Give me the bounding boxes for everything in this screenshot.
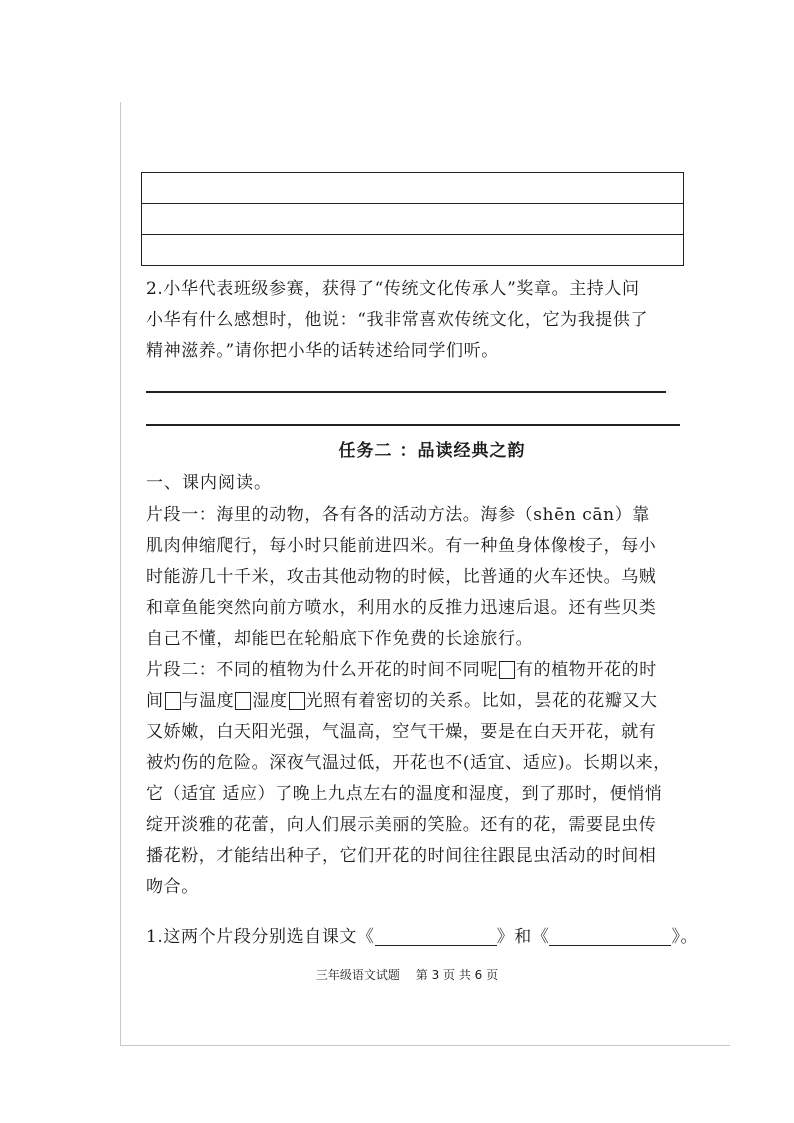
answer-blank[interactable]	[549, 925, 671, 946]
answer-line[interactable]	[146, 391, 666, 393]
footer-subject: 三年级语文试题	[315, 968, 400, 982]
question-1	[146, 922, 699, 953]
question-2-line: 2.小华代表班级参赛，获得了“传统文化传承人”奖章。主持人问	[146, 279, 640, 299]
passage-1-line: 自己不懂，却能巴在轮船底下作免费的长途旅行。	[146, 629, 534, 649]
question-1-line	[146, 922, 699, 953]
writing-line[interactable]	[142, 173, 683, 204]
punctuation-box[interactable]	[165, 692, 181, 710]
passage-2-text: 片段二：不同的植物为什么开花的时间不同呢	[146, 660, 498, 680]
answer-blank[interactable]	[375, 925, 497, 946]
footer-page-number: 第 3 页 共 6 页	[415, 968, 499, 982]
question-2	[146, 274, 686, 367]
passage-2	[146, 655, 686, 903]
passage-2-text: 有的植物开花的时	[516, 660, 657, 680]
passage-1-line: 肌肉伸缩爬行，每小时只能前进四米。有一种鱼身体像梭子，每小	[146, 536, 657, 556]
question-1-text: 》和《	[496, 927, 550, 947]
passage-2-text: 与温度	[181, 691, 235, 711]
question-2-line: 精神滋养。”请你把小华的话转述给同学们听。	[146, 341, 499, 361]
writing-lines-box[interactable]	[141, 172, 684, 266]
passage-2-line: 被灼伤的危险。深夜气温过低，开花也不(适宜、适应)。长期以来，	[146, 753, 671, 773]
passage-1-line: 片段一：海里的动物，各有各的活动方法。海参（shēn cān）靠	[146, 505, 650, 525]
writing-line[interactable]	[142, 235, 683, 266]
passage-1-line: 和章鱼能突然向前方喷水，利用水的反推力迅速后退。还有些贝类	[146, 598, 657, 618]
passage-2-line: 又娇嫩，白天阳光强，气温高，空气干燥，要是在白天开花，就有	[146, 722, 657, 742]
question-1-text: 1.这两个片段分别选自课文《	[146, 927, 375, 947]
writing-line[interactable]	[142, 204, 683, 235]
sheet-edge	[120, 1045, 730, 1046]
answer-line[interactable]	[146, 424, 680, 426]
passage-2-line: 播花粉，才能结出种子，它们开花的时间往往跟昆虫活动的时间相	[146, 846, 657, 866]
passage-2-line	[146, 686, 686, 717]
question-2-line: 小华有什么感想时，他说：“我非常喜欢传统文化，它为我提供了	[146, 310, 649, 330]
punctuation-box[interactable]	[289, 692, 305, 710]
section-heading: 一、课内阅读。	[146, 473, 272, 493]
passage-2-line	[146, 655, 686, 686]
sheet-edge	[120, 102, 121, 1046]
passage-2-text: 湿度	[252, 691, 288, 711]
passage-1-line: 时能游几十千米，攻击其他动物的时候，比普通的火车还快。乌贼	[146, 567, 657, 587]
page-footer	[0, 966, 794, 983]
task-2-title: 任务二 ：品读经典之韵	[338, 441, 526, 461]
passage-2-line: 绽开淡雅的花蕾，向人们展示美丽的笑脸。还有的花，需要昆虫传	[146, 815, 657, 835]
punctuation-box[interactable]	[499, 661, 515, 679]
passage-2-line: 它（适宜 适应）了晚上九点左右的温度和湿度，到了那时，便悄悄	[146, 784, 663, 804]
question-1-text: 》。	[671, 927, 699, 947]
passage-2-text: 间	[146, 691, 164, 711]
passage-1	[146, 500, 686, 655]
passage-2-text: 光照有着密切的关系。比如，昙花的花瓣又大	[305, 691, 658, 711]
punctuation-box[interactable]	[235, 692, 251, 710]
passage-2-line: 吻合。	[146, 877, 199, 897]
